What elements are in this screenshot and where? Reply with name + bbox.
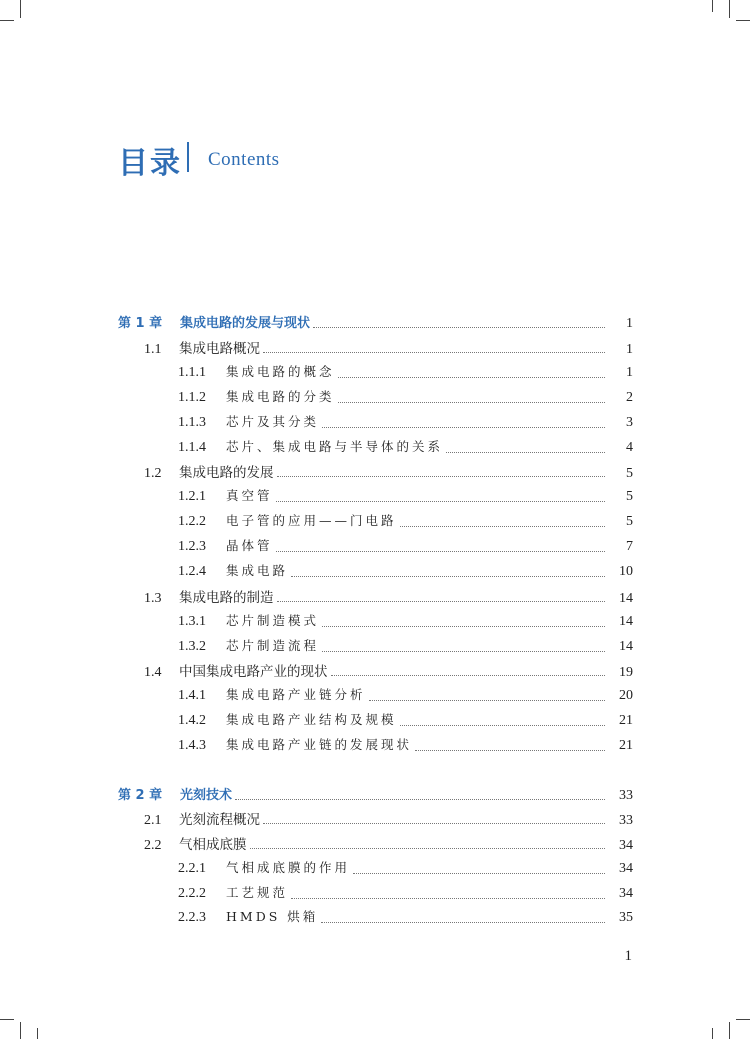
toc-entry-number: 1.3.2: [178, 639, 206, 654]
toc-entry-section[interactable]: [144, 833, 633, 853]
toc-entry-sub[interactable]: [178, 362, 633, 382]
toc-leader-dots: [263, 351, 605, 353]
toc-entry-title: 电子管的应用——门电路: [226, 513, 397, 528]
toc-entry-number: 1.2.1: [178, 489, 206, 504]
toc-entry-number: 2.2.2: [178, 886, 206, 901]
toc-entry-section[interactable]: [144, 660, 633, 680]
toc-entry-sub[interactable]: [178, 412, 633, 432]
toc-entry-sub[interactable]: [178, 561, 633, 581]
crop-mark: [736, 1019, 750, 1020]
crop-mark: [20, 1022, 21, 1039]
toc-entry-number: 1.1.1: [178, 365, 206, 380]
toc-entry-number: 1.4.2: [178, 713, 206, 728]
toc-entry-section[interactable]: [144, 808, 633, 828]
toc-entry-page: 19: [619, 665, 633, 680]
toc-entry-title: 光刻技术: [180, 788, 233, 803]
toc-leader-dots: [277, 600, 606, 602]
toc-entry-page: 14: [619, 639, 633, 654]
toc-entry-number: 第 2 章: [118, 788, 163, 803]
toc-entry-title: 集成电路的发展与现状: [180, 316, 311, 331]
toc-entry-title: 芯片制造模式: [226, 613, 320, 628]
toc-entry-number: 1.3.1: [178, 614, 206, 629]
toc-entry-page: 3: [626, 415, 633, 430]
toc-leader-dots: [291, 575, 605, 577]
toc-entry-sub[interactable]: [178, 685, 633, 705]
toc-entry-page: 5: [626, 466, 633, 481]
toc-entry-title: 气相成底膜: [179, 837, 247, 853]
toc-entry-number: 1.1.4: [178, 440, 206, 455]
toc-entry-title: 集成电路产业结构及规模: [226, 712, 397, 727]
toc-entry-page: 5: [626, 514, 633, 529]
toc-entry-sub[interactable]: [178, 437, 633, 457]
toc-entry-number: 1.4.1: [178, 688, 206, 703]
toc-leader-dots: [291, 897, 605, 899]
toc-entry-sub[interactable]: [178, 486, 633, 506]
toc-entry-page: 10: [619, 564, 633, 579]
title-english: Contents: [208, 149, 280, 170]
toc-leader-dots: [322, 426, 605, 428]
toc-entry-page: 35: [619, 910, 633, 925]
toc-leader-dots: [353, 872, 605, 874]
toc-entry-page: 1: [626, 365, 633, 380]
toc-entry-page: 20: [619, 688, 633, 703]
crop-mark: [729, 0, 730, 18]
crop-mark: [712, 0, 713, 12]
toc-entry-page: 7: [626, 539, 633, 554]
toc-entry-sub[interactable]: [178, 536, 633, 556]
toc-leader-dots: [338, 401, 605, 403]
toc-entry-chapter[interactable]: [118, 784, 633, 804]
toc-entry-number: 2.2.3: [178, 910, 206, 925]
toc-entry-number: 1.2.3: [178, 539, 206, 554]
toc-leader-dots: [322, 625, 605, 627]
toc-entry-title: 集成电路的概念: [226, 364, 335, 379]
crop-mark: [0, 1019, 14, 1020]
toc-entry-page: 21: [619, 738, 633, 753]
toc-entry-sub[interactable]: [178, 511, 633, 531]
toc-entry-title: 光刻流程概况: [179, 812, 260, 828]
toc-entry-number: 1.2.2: [178, 514, 206, 529]
toc-entry-title: HMDS 烘箱: [226, 909, 319, 924]
title-chinese: 目录: [118, 146, 182, 181]
toc-entry-page: 14: [619, 591, 633, 606]
toc-leader-dots: [369, 699, 605, 701]
toc-entry-number: 1.1: [144, 342, 162, 357]
toc-entry-sub[interactable]: [178, 883, 633, 903]
toc-leader-dots: [263, 822, 605, 824]
crop-mark: [20, 0, 21, 18]
toc-leader-dots: [276, 550, 605, 552]
toc-entry-title: 真空管: [226, 488, 273, 503]
toc-leader-dots: [321, 921, 605, 923]
crop-mark: [712, 1028, 713, 1039]
toc-entry-title: 集成电路的制造: [179, 590, 274, 606]
toc-entry-title: 集成电路概况: [179, 341, 260, 357]
toc-entry-page: 34: [619, 861, 633, 876]
toc-leader-dots: [235, 798, 605, 800]
toc-entry-page: 1: [626, 342, 633, 357]
toc-leader-dots: [331, 674, 606, 676]
toc-entry-number: 1.2.4: [178, 564, 206, 579]
toc-entry-number: 1.1.3: [178, 415, 206, 430]
toc-leader-dots: [415, 749, 605, 751]
page-number: 1: [624, 948, 632, 964]
toc-leader-dots: [446, 451, 605, 453]
toc-entry-number: 第 1 章: [118, 316, 163, 331]
title-divider: [187, 142, 189, 172]
toc-entry-title: 中国集成电路产业的现状: [179, 664, 328, 680]
toc-entry-title: 集成电路的分类: [226, 389, 335, 404]
toc-entry-title: 集成电路产业链分析: [226, 687, 366, 702]
toc-entry-number: 2.2.1: [178, 861, 206, 876]
crop-mark: [0, 20, 14, 21]
crop-mark: [37, 1028, 38, 1039]
toc-entry-title: 芯片、集成电路与半导体的关系: [226, 439, 444, 454]
toc-entry-page: 33: [619, 813, 633, 828]
toc-entry-title: 晶体管: [226, 538, 273, 553]
toc-leader-dots: [313, 326, 605, 328]
toc-entry-title: 工艺规范: [226, 885, 289, 900]
toc-entry-page: 34: [619, 886, 633, 901]
toc-entry-sub[interactable]: [178, 858, 633, 878]
crop-mark: [736, 20, 750, 21]
toc-entry-number: 1.2: [144, 466, 162, 481]
toc-entry-section[interactable]: [144, 461, 633, 481]
toc-entry-page: 33: [619, 788, 633, 803]
toc-leader-dots: [322, 650, 605, 652]
toc-entry-title: 气相成底膜的作用: [226, 860, 351, 875]
toc-entry-page: 21: [619, 713, 633, 728]
toc-entry-title: 集成电路: [226, 563, 289, 578]
toc-entry-page: 14: [619, 614, 633, 629]
toc-leader-dots: [400, 724, 605, 726]
toc-entry-page: 2: [626, 390, 633, 405]
toc-entry-page: 1: [626, 316, 633, 331]
toc-entry-chapter[interactable]: [118, 312, 633, 332]
toc-entry-number: 1.3: [144, 591, 162, 606]
toc-entry-title: 芯片制造流程: [226, 638, 320, 653]
toc-entry-number: 2.2: [144, 838, 162, 853]
toc-entry-section[interactable]: [144, 337, 633, 357]
toc-entry-title: 集成电路的发展: [179, 465, 274, 481]
toc-entry-title: 芯片及其分类: [226, 414, 320, 429]
toc-leader-dots: [250, 847, 606, 849]
toc-entry-sub[interactable]: [178, 636, 633, 656]
toc-leader-dots: [277, 475, 606, 477]
toc-entry-sub[interactable]: [178, 387, 633, 407]
toc-entry-page: 34: [619, 838, 633, 853]
toc-entry-number: 1.4.3: [178, 738, 206, 753]
toc-entry-title: 集成电路产业链的发展现状: [226, 737, 413, 752]
toc-leader-dots: [338, 376, 605, 378]
toc-entry-number: 1.1.2: [178, 390, 206, 405]
toc-entry-number: 1.4: [144, 665, 162, 680]
toc-entry-number: 2.1: [144, 813, 162, 828]
toc-leader-dots: [400, 525, 605, 527]
toc-entry-sub[interactable]: [178, 735, 633, 755]
toc-entry-sub[interactable]: [178, 907, 633, 927]
toc-entry-sub[interactable]: [178, 611, 633, 631]
toc-leader-dots: [276, 500, 605, 502]
toc-entry-sub[interactable]: [178, 710, 633, 730]
crop-mark: [729, 1022, 730, 1039]
toc-entry-page: 4: [626, 440, 633, 455]
toc-entry-page: 5: [626, 489, 633, 504]
toc-entry-section[interactable]: [144, 586, 633, 606]
